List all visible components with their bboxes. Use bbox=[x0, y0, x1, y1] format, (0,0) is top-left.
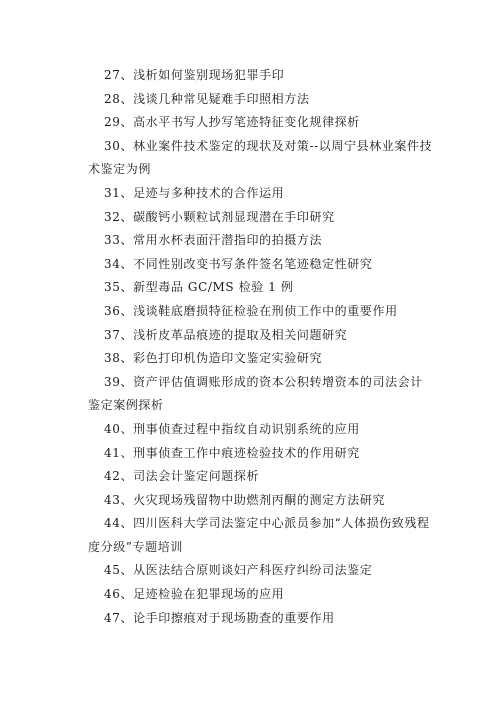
list-item: 29、高水平书写人抄写笔迹特征变化规律探析 bbox=[104, 115, 360, 130]
list-item: 45、从医法结合原则谈妇产科医疗纠纷司法鉴定 bbox=[104, 563, 373, 578]
list-item: 38、彩色打印机伪造印文鉴定实验研究 bbox=[104, 351, 323, 366]
list-item: 32、碳酸钙小颗粒试剂显现潜在手印研究 bbox=[104, 209, 335, 224]
list-item: 27、浅析如何鉴别现场犯罪手印 bbox=[104, 68, 285, 82]
list-item: 46、足迹检验在犯罪现场的应用 bbox=[104, 587, 285, 602]
list-item: 41、刑事侦查工作中痕迹检验技术的作用研究 bbox=[104, 445, 360, 460]
list-item: 33、常用水杯表面汗潜指印的拍摄方法 bbox=[104, 233, 323, 248]
list-item: 34、不同性别改变书写条件签名笔迹稳定性研究 bbox=[104, 256, 373, 271]
list-item: 31、足迹与多种技术的合作运用 bbox=[104, 185, 285, 200]
list-item: 47、论手印擦痕对于现场勘查的重要作用 bbox=[104, 610, 335, 625]
list-item: 40、刑事侦查过程中指纹自动识别系统的应用 bbox=[104, 421, 360, 436]
article-list bbox=[88, 64, 433, 630]
list-item: 42、司法会计鉴定问题探析 bbox=[104, 469, 260, 484]
list-item: 44、四川医科大学司法鉴定中心派员参加“人体损伤致残程度分级”专题培训 bbox=[88, 516, 430, 554]
list-item: 37、浅析皮革品痕迹的提取及相关问题研究 bbox=[104, 327, 348, 342]
list-item: 35、新型毒品 GC/MS 检验 1 例 bbox=[104, 280, 294, 295]
list-item: 28、浅谈几种常见疑难手印照相方法 bbox=[104, 91, 310, 106]
list-item: 36、浅谈鞋底磨损特征检验在刑侦工作中的重要作用 bbox=[104, 303, 398, 318]
list-item: 30、林业案件技术鉴定的现状及对策--以周宁县林业案件技术鉴定为例 bbox=[88, 138, 433, 177]
list-item: 39、资产评估值调账形成的资本公积转增资本的司法会计鉴定案例探析 bbox=[88, 374, 423, 413]
list-item: 43、火灾现场残留物中助燃剂丙酮的测定方法研究 bbox=[104, 492, 386, 507]
